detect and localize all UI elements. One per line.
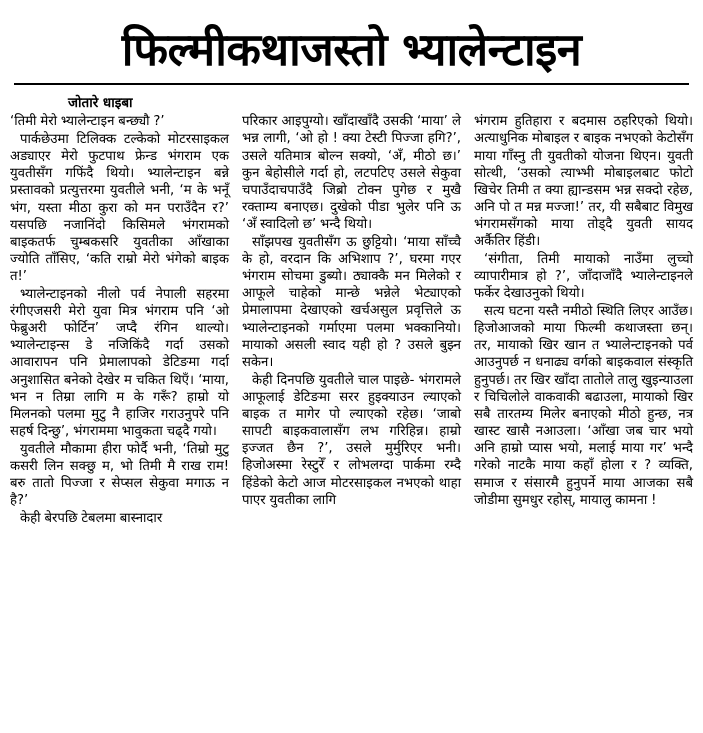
article-column-3 <box>474 113 693 509</box>
paragraph: केही दिनपछि युवतीले चाल पाइछे- भंगरामले आफूलाई डेटिङमा सरर हुइक्याउन ल्याएको बाइक त मागेर पो ल्याएको रहेछ। ‘जाबो सापटी बाइकवालासँग लभ गरिहिन्न। हाम्रो इज्जत छैन ?’, उसले मुर्मुरिएर भनी। हिजोअस्मा रेस्टुरेँ र लोभलग्दा पार्कमा रम्दै हिंडेको केटो आज मोटरसाइकल नभएको थाहा पाएर युवतीका लागि <box>242 372 461 508</box>
headline-divider <box>14 83 689 85</box>
article-columns <box>10 113 693 527</box>
paragraph: ‘संगीता, तिमी मायाको नाउँमा लुच्चो व्यापारीमात्र हो ?’, जाँदाजाँदै भ्यालेन्टाइनले फर्केर देखाउनुको थियो। <box>474 252 693 302</box>
paragraph: परिकार आइपुग्यो। खाँदाखाँदै उसकी ‘माया’ ले भन्न लागी, ‘ओ हो ! क्या टेस्टी पिज्जा हगि?’, उसले यतिमात्र बोल्न सक्यो, ‘अँ, मीठो छ।’ कुन बेहोसीले गर्दा हो, लटपटिए उसले सेकुवा चपाउँदाचपाउँदै जिब्रो टोक्न पुगेछ र मुखै रक्ताम्य बनाएछ। दुखेको पीडा भुलेर पनि ऊ ‘अँ स्वादिलो छ’ भन्दै थियो। <box>242 114 461 233</box>
page-title: फिल्मीकथाजस्तो भ्यालेन्टाइन <box>121 23 582 76</box>
byline: जोतारे धाइबा <box>68 95 133 112</box>
paragraph: ‘तिमी मेरो भ्यालेन्टाइन बन्छ्यौ ?’ <box>10 114 165 130</box>
paragraph: केही बेरपछि टेबलमा बास्नादार <box>20 510 163 526</box>
paragraph: भ्यालेन्टाइनको नीलो पर्व नेपाली सहरमा रंगीएजसरी मेरो युवा मित्र भंगराम पनि ‘ओ फेब्रुअरी फोर्टिन’ जप्दै रंगिन थाल्यो। भ्यालेन्टाइन्स डे नजिकिंदै गर्दा उसको आवारापन पनि प्रेमालापको डेटिङमा गर्दा अनुशासित बनेको देखेर म चकित थिएँ। ‘माया, भन न तिम्रा लागि म के गरूँ? हाम्रो यो मिलनको पलमा मुटु नै हाजिर गराउनुपरे पनि सहर्ष दिन्छु’, भंगराममा भावुकता चढ्दै गयो। <box>10 286 229 440</box>
article-column-1 <box>10 113 229 527</box>
paragraph: युवतीले मौकामा हीरा फोर्दै भनी, ‘तिम्रो मुटु कसरी लिन सक्छु म, भो तिमी मै राख राम! बरु तातो पिज्जा र सेप्सल सेकुवा मगाऊ न है?’ <box>10 441 229 509</box>
paragraph: सत्य घटना यस्तै नमीठो स्थिति लिएर आउँछ। हिजोआजको माया फिल्मी कथाजस्ता छन्। तर, मायाको खिर खान त भ्यालेन्टाइनको पर्व आउनुपर्छ न धनाढ्य वर्गको बाइकवाल संस्कृति हुनुपर्छ। तर खिर खाँदा तातोले तालु खुइन्याउला र चिचिलोले वाकवाकी बढाउला, मायाको खिर सबै तारतम्य मिलेर बनाएको मीठो हुन्छ, नत्र खास्ट खासै नआउला। ‘आँखा जब चार भयो अनि हाम्रो प्यास भयो, मलाई माया गर’ भन्दै गरेको नाटकै माया कहाँ होला र ? व्यक्ति, समाज र संसारमै हुनुपर्ने माया आजका सबै जोडीमा सुमधुर रहोस्, मायालु कामना ! <box>474 303 694 508</box>
paragraph: भंगराम हुतिहारा र बदमास ठहरिएको थियो। अत्याधुनिक मोबाइल र बाइक नभएको केटोसँग माया गाँस्नु ती युवतीको योजना थिएन। युवती सोत्थी, ‘उसको त्याभ्भी मोबाइलबाट फोटो खिचेर तिमी त क्या ह्यान्डसम भन्न सक्दो रहेछ, अनि पो त मन्न मज्जा!’ तर, यी सबैबाट विमुख भंगरामसँगको माया तोड्दै युवती सायद अर्कैतिर हिंडी। <box>474 114 693 250</box>
article-column-2 <box>242 113 461 509</box>
paragraph: साँझपख युवतीसँग ऊ छुट्टियो। ‘माया साँच्चै के हो, वरदान कि अभिशाप ?’, घरमा गएर भंगराम सोचमा डुब्यो। ठ्याक्कै मन मिलेको र आफूले चाहेको मान्छे भन्नेले भेट्याएको प्रेमालापमा देखाएको खर्चअसुल प्रवृत्तिले ऊ भ्यालेन्टाइनको गर्माएमा पलमा भक्कानियो। मायाको असली स्वाद यही हो ? उसले बुझ्न सकेन। <box>242 234 461 370</box>
paragraph: पार्कछेउमा टिलिक्क टल्केको मोटरसाइकल अड्याएर मेरो फुटपाथ फ्रेन्ड भंगराम एक युवतीसँग गफिंदै थियो। भ्यालेन्टाइन बन्ने प्रस्तावको प्रत्युत्तरमा युवतीले भनी, ‘म के भनूँ भंग, यस्ता मीठा कुरा को मन पराउँदैन र?’ यसपछि नजानिंदो किसिमले भंगरामको बाइकतर्फ चुम्बकसरि युवतीका आँखाका ज्योति ताँसिए, ‘कति राम्रो मेरो भंगेको बाइक त!’ <box>10 131 229 285</box>
